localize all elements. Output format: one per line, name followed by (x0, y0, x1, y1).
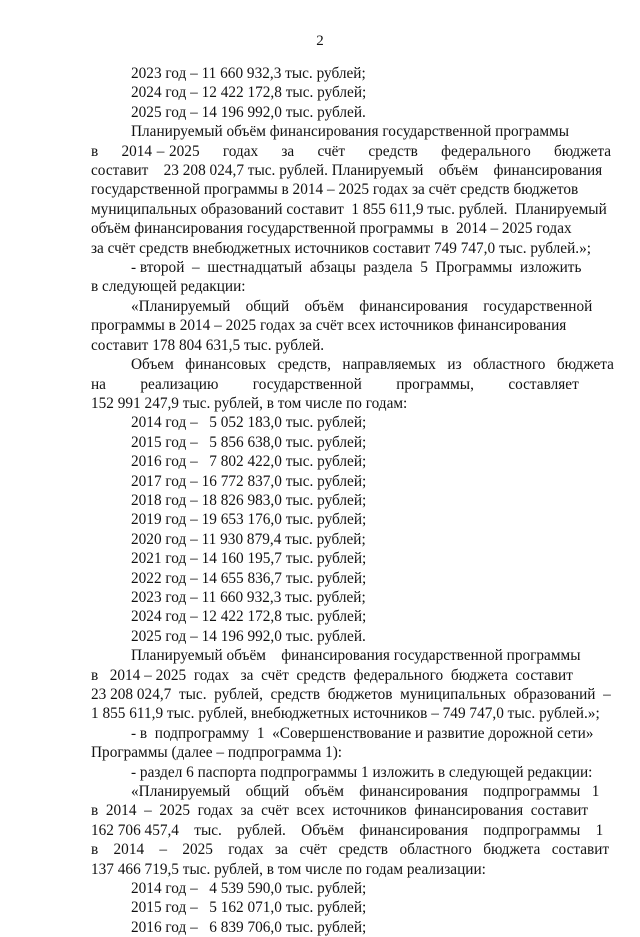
paragraph-line: муниципальных образований составит 1 855 611,9 тыс. рублей. Планируемый (91, 200, 607, 218)
paragraph-line: в 2014 – 2025 годах за счёт всех источников финансирования составит (91, 802, 589, 820)
years-list-1 (91, 64, 611, 122)
paragraph-line: 1 855 611,9 тыс. рублей, внебюджетных источников – 749 747,0 тыс. рублей.»; (91, 705, 600, 723)
year-line: 2025 год – 14 196 992,0 тыс. рублей. (131, 627, 366, 645)
paragraph-line: Программы (далее – подпрограмма 1): (91, 744, 343, 762)
year-line: 2021 год – 14 160 195,7 тыс. рублей; (131, 550, 367, 568)
paragraph-line: 152 991 247,9 тыс. рублей, в том числе по годам: (91, 394, 408, 412)
paragraph-line: - второй – шестнадцатый абзацы раздела 5 Программы изложить (131, 259, 582, 277)
year-line: 2020 год – 11 930 879,4 тыс. рублей; (131, 530, 366, 548)
paragraph-subprogram-1 (91, 724, 611, 763)
years-list-3 (91, 879, 611, 937)
year-line: 2016 год – 7 802 422,0 тыс. рублей; (131, 453, 367, 471)
paragraph-line: Планируемый объём финансирования государственной программы (131, 647, 581, 665)
year-line: 2022 год – 14 655 836,7 тыс. рублей; (131, 569, 367, 587)
paragraph-line: государственной программы в 2014 – 2025 годах за счёт средств бюджетов (91, 181, 579, 199)
paragraph-line: 137 466 719,5 тыс. рублей, в том числе по годам реализации: (91, 860, 486, 878)
paragraph-total-funding (91, 297, 611, 355)
paragraph-line: программы в 2014 – 2025 годах за счёт всех источников финансирования (91, 317, 567, 335)
paragraph-regional-budget (91, 355, 614, 413)
paragraph-line: объём финансирования государственной программы в 2014 – 2025 годах (91, 220, 572, 238)
year-line: 2024 год – 12 422 172,8 тыс. рублей; (131, 84, 367, 102)
year-line: 2014 год – 4 539 590,0 тыс. рублей; (131, 880, 367, 898)
paragraph-section-6 (91, 763, 611, 782)
paragraph-line: составит 178 804 631,5 тыс. рублей. (91, 336, 325, 354)
paragraph-line: составит 23 208 024,7 тыс. рублей. Планируемый объём финансирования (91, 162, 603, 180)
paragraph-line: в 2014 – 2025 годах за счёт средств федерального бюджета (91, 142, 611, 160)
paragraph-subprogram-funding (91, 782, 611, 879)
document-body (91, 64, 614, 937)
paragraph-amend-section-5 (91, 258, 611, 297)
year-line: 2016 год – 6 839 706,0 тыс. рублей; (131, 918, 367, 936)
paragraph-line: «Планируемый общий объём финансирования подпрограммы 1 (131, 783, 600, 801)
page-number: 2 (316, 33, 324, 49)
year-line: 2015 год – 5 162 071,0 тыс. рублей; (131, 899, 367, 917)
year-line: 2024 год – 12 422 172,8 тыс. рублей; (131, 608, 367, 626)
paragraph-line: в 2014 – 2025 годах за счёт средств федерального бюджета составит (91, 666, 573, 684)
paragraph-line: Планируемый объём финансирования государственной программы (131, 123, 569, 141)
year-line: 2018 год – 18 826 983,0 тыс. рублей; (131, 491, 367, 509)
paragraph-federal-funding-2 (91, 646, 611, 724)
paragraph-line: Объем финансовых средств, направляемых из областного бюджета (131, 356, 614, 374)
paragraph-line: 23 208 024,7 тыс. рублей, средств бюджетов муниципальных образований – (91, 686, 611, 703)
paragraph-line: в следующей редакции: (91, 278, 246, 296)
years-list-2 (91, 413, 611, 646)
year-line: 2019 год – 19 653 176,0 тыс. рублей; (131, 511, 367, 529)
paragraph-line: - в подпрограмму 1 «Совершенствование и развитие дорожной сети» (131, 724, 594, 742)
year-line: 2015 год – 5 856 638,0 тыс. рублей; (131, 433, 367, 451)
paragraph-line: в 2014 – 2025 годах за счёт средств областного бюджета составит (91, 841, 610, 859)
paragraph-line: 162 706 457,4 тыс. рублей. Объём финансирования подпрограммы 1 (91, 821, 604, 839)
year-line: 2025 год – 14 196 992,0 тыс. рублей. (131, 103, 366, 121)
paragraph-line: на реализацию государственной программы, составляет (91, 375, 579, 393)
paragraph-line: за счёт средств внебюджетных источников составит 749 747,0 тыс. рублей.»; (91, 239, 592, 257)
paragraph-line: «Планируемый общий объём финансирования государственной (131, 297, 593, 315)
year-line: 2017 год – 16 772 837,0 тыс. рублей; (131, 472, 367, 490)
year-line: 2014 год – 5 052 183,0 тыс. рублей; (131, 414, 367, 432)
paragraph-line: - раздел 6 паспорта подпрограммы 1 изложить в следующей редакции: (131, 763, 593, 781)
year-line: 2023 год – 11 660 932,3 тыс. рублей; (131, 65, 366, 82)
paragraph-federal-funding (91, 122, 611, 258)
year-line: 2023 год – 11 660 932,3 тыс. рублей; (131, 588, 366, 606)
